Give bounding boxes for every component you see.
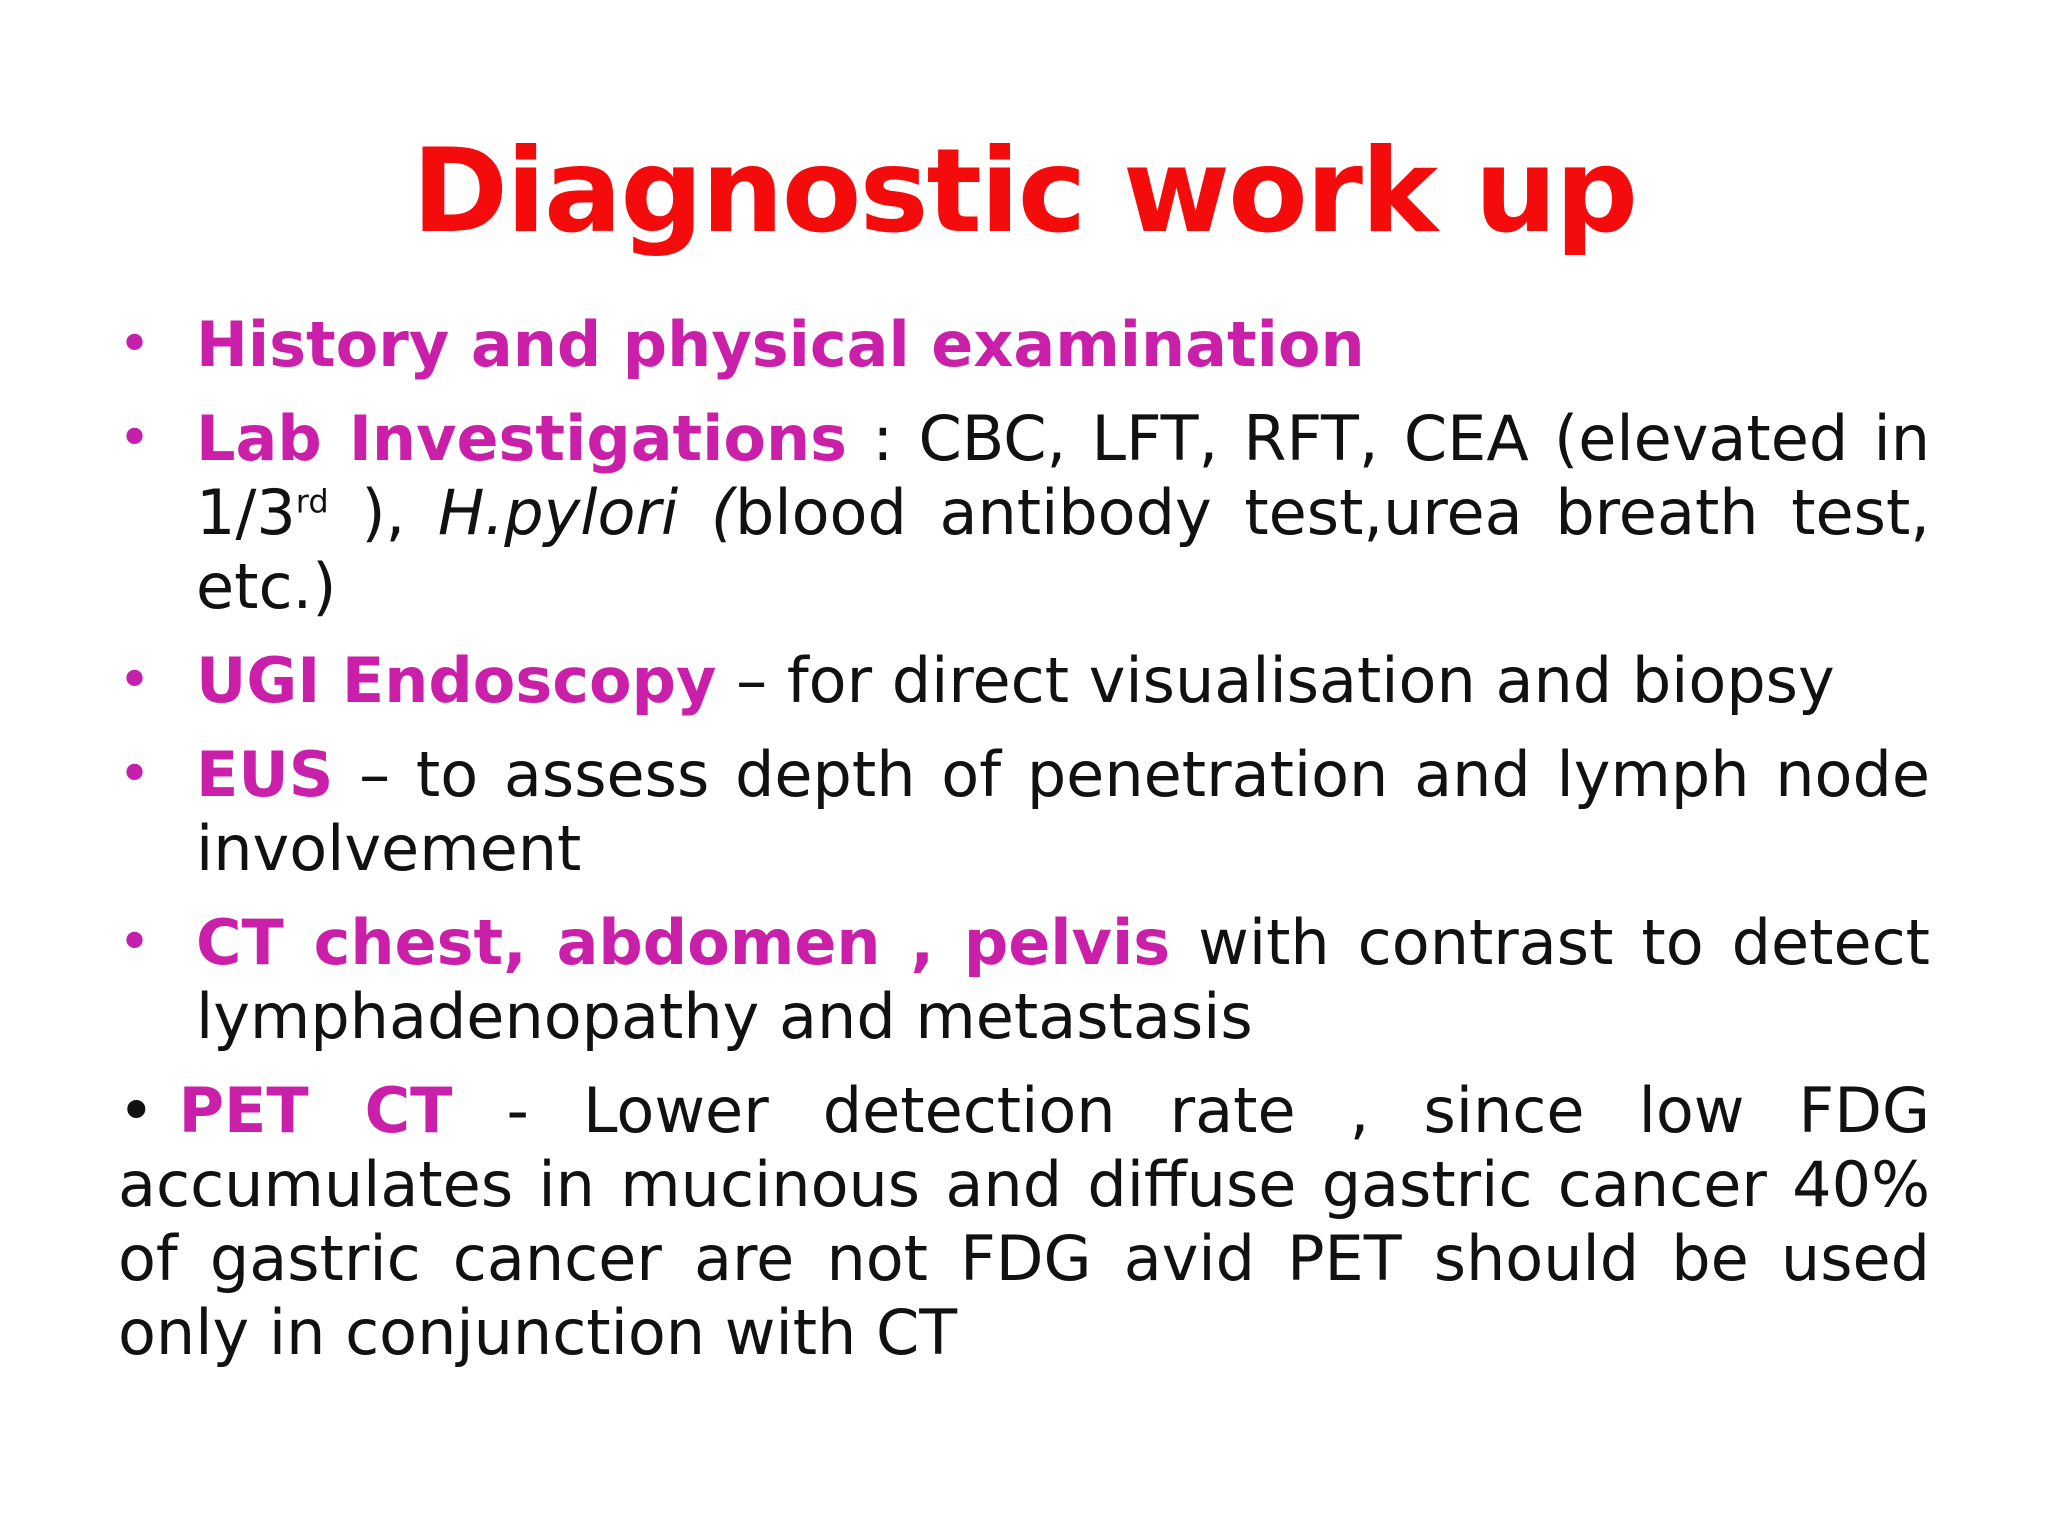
bullet-text: – for direct visualisation and biopsy (716, 644, 1835, 717)
bullet-label: EUS (196, 738, 334, 811)
bullet-text: ), (328, 476, 438, 549)
bullet-dot-icon: • (118, 1074, 155, 1147)
bullet-label: History and physical examination (196, 308, 1365, 381)
bullet-dot-icon: • (118, 910, 152, 975)
bullet-text: – to assess depth of penetration and lymph node involvement (196, 738, 1930, 885)
bullet-dot-icon: • (118, 406, 152, 471)
bullet-pet-ct (118, 1074, 1930, 1370)
bullet-text: blood antibody test,urea breath test, etc.) (196, 476, 1930, 623)
bullet-label: CT chest, abdomen , pelvis (196, 906, 1171, 979)
bullet-label: PET CT (178, 1074, 453, 1147)
bullet-history (118, 308, 1930, 382)
slide-content (118, 308, 1930, 1370)
bullet-dot-icon: • (118, 742, 152, 807)
bullet-ct (118, 906, 1930, 1054)
organism-name: H.pylori ( (437, 476, 736, 549)
bullet-text: : CBC, LFT, RFT, CEA (elevated in 1/3 (196, 402, 1930, 549)
bullet-ugi-endoscopy (118, 644, 1930, 718)
ordinal-suffix: rd (295, 482, 329, 521)
bullet-label: Lab Investigations (196, 402, 848, 475)
bullet-lab-investigations (118, 402, 1930, 624)
bullet-dot-icon: • (118, 648, 152, 713)
bullet-text: with contrast to detect lymphadenopathy and metastasis (196, 906, 1930, 1053)
bullet-list (118, 308, 1930, 1054)
bullet-eus (118, 738, 1930, 886)
bullet-dot-icon: • (118, 312, 152, 377)
slide-title: Diagnostic work up (411, 124, 1637, 259)
bullet-label: UGI Endoscopy (196, 644, 717, 717)
bullet-text: - Lower detection rate , since low FDG accumulates in mucinous and diffuse gastric cancer 40% of gastric cancer are not FDG avid PET should be used only in conjunction with CT (118, 1074, 1930, 1369)
